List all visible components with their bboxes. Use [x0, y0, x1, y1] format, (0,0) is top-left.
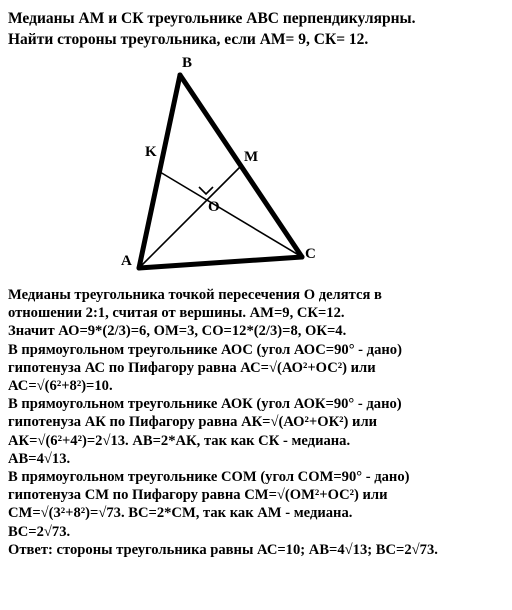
answer-line: Ответ: стороны треугольника равны АС=10; АВ=4√13; ВС=2√73. — [8, 541, 438, 558]
solution-line: гипотенуза АС по Пифагору равна АС=√(АО²+ОС²) или — [8, 359, 376, 376]
triangle-figure — [0, 0, 512, 290]
solution-line: АК=√(6²+4²)=2√13. АВ=2*АК, так как СК - медиана. — [8, 432, 351, 449]
label-c: C — [305, 246, 316, 262]
label-m: M — [244, 149, 259, 165]
solution-line: В прямоугольном треугольнике АОС (угол АОС=90° - дано) — [8, 341, 402, 358]
label-b: B — [182, 55, 193, 71]
solution-line: АВ=4√13. — [8, 450, 71, 467]
problem-line-1: Медианы АМ и СК треугольнике АВС перпендикулярны. — [8, 10, 416, 27]
median-am — [139, 166, 241, 268]
solution-line: В прямоугольном треугольнике СОМ (угол СОМ=90° - дано) — [8, 469, 410, 486]
solution-line: ВС=2√73. — [8, 523, 71, 540]
right-angle-marker — [199, 187, 213, 194]
solution-line: отношении 2:1, считая от вершины. АМ=9, СК=12. — [8, 305, 345, 322]
median-ck — [160, 172, 302, 257]
solution-line: В прямоугольном треугольнике АОК (угол АОК=90° - дано) — [8, 396, 402, 413]
label-o: O — [208, 199, 220, 215]
solution-line: Медианы треугольника точкой пересечения О делятся в — [8, 287, 382, 303]
side-ac — [139, 257, 302, 268]
problem-line-2: Найти стороны треугольника, если АМ= 9, СК= 12. — [8, 31, 369, 48]
solution-text — [8, 286, 508, 559]
label-a: A — [121, 253, 132, 269]
solution-line: СМ=√(3²+8²)=√73. ВС=2*СМ, так как АМ - медиана. — [8, 505, 353, 522]
label-k: K — [145, 144, 157, 160]
side-ab — [139, 75, 180, 268]
solution-line: гипотенуза СМ по Пифагору равна СМ=√(ОМ²+ОС²) или — [8, 487, 388, 504]
solution-line: АС=√(6²+8²)=10. — [8, 378, 113, 395]
solution-line: Значит АО=9*(2/3)=6, ОМ=3, СО=12*(2/3)=8, ОК=4. — [8, 323, 347, 340]
solution-line: гипотенуза АК по Пифагору равна АК=√(АО²+ОК²) или — [8, 414, 378, 431]
